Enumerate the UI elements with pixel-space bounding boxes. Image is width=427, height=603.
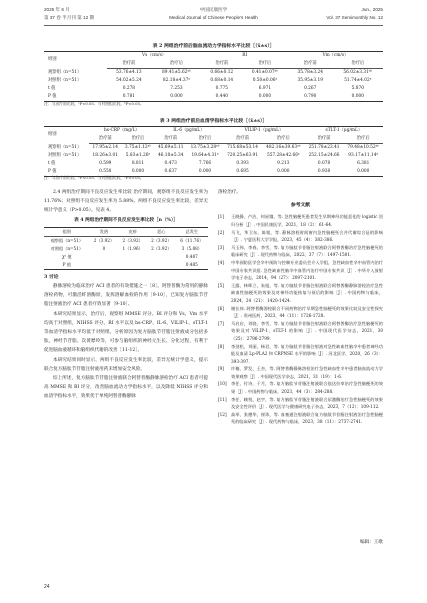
page-number: 24 bbox=[44, 584, 50, 590]
table2-subhead: 治疗后 bbox=[242, 60, 288, 69]
table3-cell: 6.381 bbox=[357, 161, 370, 166]
left-column bbox=[44, 188, 208, 402]
table3-metric: VILIP-1（pg/mL） bbox=[223, 127, 305, 136]
table3-cell: 0.393 bbox=[236, 161, 249, 166]
table3-cell: 46.18±5.34 bbox=[157, 153, 184, 158]
table3-metric: IL-6（pg/mL） bbox=[155, 127, 224, 136]
table3-metric: hs-CRP（mg/L） bbox=[89, 127, 154, 136]
table2-group-cell: t 值 bbox=[48, 86, 56, 91]
reference-text: 李劲松，刘丽，杨君，等. 复方脑肽节苷脂注射液对急性缺血性脑卒中患者神经功能及血清 Lp-PLA2 和 CRPNSE 水平的影响［J］. 河北医学，2020，26（3）：393-397. bbox=[231, 343, 383, 364]
table3-cell: 18.26±3.01 bbox=[92, 153, 118, 158]
reference-item bbox=[218, 396, 383, 411]
table4-cell: P 值 bbox=[44, 261, 90, 270]
table2-cell: 0.781 bbox=[107, 93, 152, 102]
table3-metric: sTLT-1（μg/mL） bbox=[305, 127, 383, 136]
table4-cell: 0.485 bbox=[176, 261, 208, 270]
reference-item bbox=[218, 259, 383, 282]
reference-item bbox=[218, 282, 383, 305]
header-date-en: Jun., 2025 bbox=[361, 7, 383, 12]
table4-cell: 对照组（n=51） bbox=[50, 245, 84, 251]
table2-cell: 51.74±4.02ᵃ bbox=[344, 78, 372, 83]
reference-item bbox=[218, 229, 383, 244]
table3-subhead: 治疗前 bbox=[155, 135, 187, 144]
table4-cell bbox=[90, 253, 119, 261]
reference-number: [6] bbox=[218, 305, 224, 311]
table2-row bbox=[44, 85, 383, 93]
table3-cell: 5.83±1.26ᵃ bbox=[125, 153, 151, 158]
table4-row bbox=[44, 245, 208, 253]
table3-cell: 251.78±23.41 bbox=[308, 145, 340, 150]
table3-cell: 0.078 bbox=[317, 161, 331, 166]
table2-group-cell: 观察组（n=51） bbox=[48, 69, 82, 75]
reference-text: 王露，林晖立，朱旭，等. 复方脑肽节苷脂注射液联合阿替普酶静脉溶栓治疗急性缺血性脑梗死的效果及对神经功能恢复与预后的影响［J］. 中国药物与临床，2024，24（21）：1420-1424. bbox=[231, 282, 383, 303]
table2-cell: 0.66±0.12 bbox=[210, 70, 234, 75]
table3-cell: 45.69±5.11 bbox=[157, 145, 184, 150]
table3-group-cell: P 值 bbox=[44, 168, 89, 177]
section-2-4: 2.4 两组治疗期间不良反应发生率比较 治疗期间，观察组不良反应发生率为 11.76%；对照组不良反应发生率为 5.88%。两组不良反应发生率比较，差异无统计学意义（P>0.05）。见表 4。 bbox=[44, 190, 208, 214]
table2-metric: RI bbox=[202, 52, 288, 61]
table2-cell: 0.278 bbox=[122, 86, 136, 91]
discussion-paragraph: 本研究结果同时显示，两组不良反应发生率比较，差异无统计学意义，提示联合复方脑肽节苷脂注射液用药未增加安全风险。 bbox=[44, 357, 208, 372]
table4-row bbox=[44, 261, 208, 270]
table4-cell bbox=[118, 261, 147, 270]
right-column bbox=[218, 188, 383, 426]
table3 bbox=[44, 126, 383, 177]
reference-text: 李任，赖悦，赵宇，等. 复方脑肽节苷脂注射液联合尿激酶治疗急性脑梗死的效果及安全性评价［J］. 现代医学与健康研究电子杂志，2023，7（12）：109-112. bbox=[231, 396, 383, 410]
table2-metric: Vm（cm/s） bbox=[288, 52, 383, 61]
table3-cell: 0.000 bbox=[187, 168, 223, 177]
table3-subhead: 治疗后 bbox=[343, 135, 383, 144]
table3-cell: 79.48±10.52ᵃᵇ bbox=[347, 145, 380, 150]
reference-list bbox=[218, 213, 383, 426]
discussion-paragraph: 本研究结果显示，治疗后，观察组 MMSE 评分、BI 评分和 Vs、Vm 水平均高于对照组，NIHSS 评分、RI 水平以及 hs-CRP、IL-6、VILIP-1、sTLT-1 等血清学指标水平均低于对照组。分析原因为复方脑肽节苷脂注射液成分包括多肽、神经节苷脂、次黄嘌呤等，可参与脑组织的神经元生长、分化过程，有利于促进脑血液循环和脑组织代谢的改善［11-12］。 bbox=[44, 311, 208, 354]
table2-cell: 35.78±3.24 bbox=[297, 70, 323, 75]
discussion-paragraph: 静脉溶栓为临床治疗 ACI 患者的有效措施之一［8］。阿替普酶为常用的静脉溶栓药物，可激活纤溶酶原，发挥溶解血栓的作用［9-10］，已知复方脑肽节苷脂注射液治疗 ACI 患者疗效显著［9-10］。 bbox=[44, 284, 208, 308]
table2-cell: 89.41±5.62ᵃᵇ bbox=[162, 70, 191, 75]
table3-subhead: 治疗前 bbox=[223, 135, 262, 144]
reference-number: [8] bbox=[218, 343, 224, 349]
table3-group-cell: 观察组（n=51） bbox=[48, 144, 82, 150]
table4-cell: 0 bbox=[102, 245, 106, 251]
table4-row bbox=[44, 253, 208, 261]
reference-number: [10] bbox=[218, 381, 227, 387]
table2-group-cell: P 值 bbox=[44, 93, 107, 102]
reference-text: 马玉伟，李春，李雪，等. 复方脑肽节苷脂注射液联合阿替普酶治疗急性脑梗死的临床研究［J］. 现代药物与临床，2022，37（7）：1497-1501. bbox=[231, 244, 383, 258]
reference-number: [4] bbox=[218, 259, 224, 265]
table4-header: 恶心 bbox=[147, 227, 176, 236]
table3-cell: 9.213 bbox=[277, 161, 290, 166]
reference-number: [12] bbox=[218, 411, 227, 417]
header-date: 2025 年 6 月 bbox=[44, 7, 70, 12]
table2-cell: 56.02±3.31ᵃᵇ bbox=[343, 70, 373, 75]
header-volume: 第 37 卷 半月刊 第 12 期 bbox=[44, 15, 95, 20]
table3-subhead: 治疗后 bbox=[262, 135, 305, 144]
table4-header: 发热 bbox=[90, 227, 119, 236]
table4-cell: 2（3.92） bbox=[151, 245, 172, 251]
table3-cell: 720.25±63.91 bbox=[227, 153, 259, 158]
table4-cell: 1（1.96） bbox=[122, 245, 143, 251]
discussion-paragraph: 综上所述，复方脑肽节苷脂注射液联合阿替普酶静脉溶栓治疗 ACI 患者可提高 MMSE 和 BI 评分，改善脑血流动力学指标水平，以及降低 NIHSS 评分和血清学指标水平，效果优于单纯阿替普酶静脉 bbox=[44, 376, 208, 400]
table3-cell: 0.599 bbox=[99, 161, 112, 166]
reference-item bbox=[218, 244, 383, 259]
table2-metric: Vs（cm/s） bbox=[107, 52, 202, 61]
table4-cell: 2（3.92） bbox=[122, 237, 143, 243]
table2-cell: 0.000 bbox=[333, 93, 383, 102]
section-3-title: 3 讨论 bbox=[44, 273, 59, 280]
table2-note: 注：与治疗前比较，ᵃP<0.05；与对照组比较，ᵇP<0.05。 bbox=[44, 101, 144, 106]
table4-cell: 2（3.92） bbox=[93, 237, 115, 243]
table2-cell: 0.775 bbox=[215, 86, 228, 91]
table2-cell: 0.50±0.06ᵃ bbox=[252, 78, 278, 83]
journal-title-cn: 中国民康医学 bbox=[199, 7, 228, 12]
table3-cell: 715.68±53.14 bbox=[227, 145, 259, 150]
table3-cell: 93.17±11.14ᵃ bbox=[348, 153, 379, 158]
header-volume-en: Vol. 37 Semimonthly No. 12 bbox=[326, 15, 383, 20]
table2-cell: 35.95±3.19 bbox=[297, 78, 323, 83]
table2-cell: 53.76±4.13 bbox=[116, 70, 142, 75]
table3-cell: 7.766 bbox=[198, 161, 212, 166]
reference-item bbox=[218, 343, 383, 366]
table2-cell: 0.41±0.07ᵃᵇ bbox=[251, 70, 278, 75]
reference-item bbox=[218, 305, 383, 320]
table4-cell: 0.487 bbox=[185, 253, 198, 259]
reference-number: [3] bbox=[218, 244, 224, 250]
table2-subhead: 治疗前 bbox=[107, 60, 152, 69]
table2-cell: 54.02±5.24 bbox=[116, 78, 142, 83]
reference-number: [1] bbox=[218, 214, 224, 220]
table2-cell: 0.000 bbox=[151, 93, 201, 102]
reference-text: 李任，付诗，于月，等. 复方脑肽节苷脂注射液联合依达拉奉治疗急性脑梗死的效果［J］. 中国药物与临床，2023，44（3）：284-288. bbox=[231, 381, 383, 395]
reference-text: 谢长伟. 阿替普酶溶栓联合不同药物治疗早期急性脑梗死的效果比较及安全性探究［J］. 贵州医药，2023，44（11）：1726-1728. bbox=[231, 305, 383, 319]
table2-group-cell: 对照组（n=51） bbox=[48, 78, 82, 83]
reference-text: 高举，张德华，崔玮，等. 血塞通注射液联合复方脑肽节苷脂注射液治疗急性脑梗死的临床研究［J］. 现代药物与临床，2023，38（11）：2737-2741. bbox=[231, 411, 383, 425]
table3-group-cell: t 值 bbox=[48, 161, 56, 166]
table2-cell: 0.790 bbox=[288, 93, 333, 102]
table2-subhead: 治疗后 bbox=[151, 60, 201, 69]
reference-number: [7] bbox=[218, 320, 224, 326]
reference-text: 中华预防医学会卒中预防与控制专业委员会介入学组，急性缺血性卒中血管内治疗中国专家共识组. 急性缺血性脑卒中血管内治疗中国专家共识［J］. 中华介入放射学电子杂志，2014，94（27）：2097-2101. bbox=[231, 259, 383, 281]
table4-cell bbox=[147, 253, 176, 261]
table2-cell: 0.68±0.14 bbox=[210, 78, 234, 83]
table3-cell: 0.000 bbox=[343, 168, 383, 177]
header-right bbox=[326, 6, 383, 22]
reference-text: 马启启，刘骁，李雪，等. 复方脑肽节苷脂注射液联合阿替普酶治疗急性脑梗死的效果及对 VILIP-1、sTLT-1 的影响［J］. 中国现代医学杂志，2021，30（25）：2796-2799. bbox=[231, 320, 383, 341]
table3-cell: 0.000 bbox=[121, 168, 154, 177]
reference-item bbox=[218, 365, 383, 380]
table2-cell: 5.870 bbox=[351, 86, 364, 91]
reference-item bbox=[218, 213, 383, 228]
table3-cell: 0.550 bbox=[89, 168, 121, 177]
editor-credit: 编辑：王歌 bbox=[360, 540, 383, 545]
table3-subhead: 治疗后 bbox=[121, 135, 154, 144]
table3-cell: 0.938 bbox=[305, 168, 344, 177]
reference-number: [2] bbox=[218, 229, 224, 235]
table3-cell: 252.15±24.66 bbox=[308, 153, 340, 158]
reference-text: 许楠，罗发，王杏，等. 阿替普酶静脉溶栓治疗急性缺血性卒中患者脑血流动力学效果观察［J］. 中国现代医学杂志，2021，31（19）：1-6. bbox=[231, 366, 383, 379]
table2-subhead: 治疗前 bbox=[288, 60, 333, 69]
reference-item bbox=[218, 411, 383, 426]
table3-cell: 0.637 bbox=[155, 168, 187, 177]
table3-group-header: 组别 bbox=[44, 127, 89, 144]
table3-cell: 0.473 bbox=[164, 161, 177, 166]
table2-cell: 0.440 bbox=[202, 93, 242, 102]
header-rule bbox=[44, 25, 383, 26]
table4-caption: 表 4 两组治疗期间不良反应发生率比较［n（%）］ bbox=[74, 217, 178, 223]
table4 bbox=[44, 227, 208, 270]
table4-cell: χ² 值 bbox=[61, 253, 72, 259]
table2-cell: 6.971 bbox=[258, 86, 272, 91]
table3-row bbox=[44, 144, 383, 153]
reference-item bbox=[218, 380, 383, 395]
table4-header: 总发生 bbox=[176, 227, 208, 236]
table4-cell: 6（11.76） bbox=[180, 237, 204, 243]
table3-cell: 17.95±2.14 bbox=[92, 145, 118, 150]
table2 bbox=[44, 51, 383, 102]
table3-cell: 13.75±3.28ᵃᵇ bbox=[190, 145, 220, 150]
table4-cell: 3（5.88） bbox=[181, 245, 202, 251]
table3-cell: 3.75±1.12ᵃᵇ bbox=[124, 145, 152, 150]
table3-cell: 557.28±42.66ᵃ bbox=[267, 153, 300, 158]
table3-caption: 表 3 两组治疗前后血清学指标水平比较［（x̄±s）］ bbox=[159, 118, 268, 124]
table3-note: 注：与治疗前比较，ᵃP<0.05；与对照组比较，ᵇP<0.05。 bbox=[44, 175, 144, 180]
table3-cell: 0.695 bbox=[223, 168, 262, 177]
table3-cell: 482.16±39.63ᵃᵇ bbox=[266, 145, 301, 150]
reference-number: [5] bbox=[218, 282, 224, 288]
reference-number: [11] bbox=[218, 396, 227, 402]
table3-cell: 8.811 bbox=[131, 161, 145, 166]
table2-subhead: 治疗前 bbox=[202, 60, 242, 69]
discussion-continuation: 溶栓治疗。 bbox=[218, 190, 241, 195]
table4-row bbox=[44, 236, 208, 245]
table4-cell bbox=[90, 261, 119, 270]
table3-row bbox=[44, 152, 383, 160]
references-title: 参考文献 bbox=[290, 202, 311, 209]
table3-row bbox=[44, 160, 383, 168]
table2-cell: 0.267 bbox=[304, 86, 317, 91]
table3-group-cell: 对照组（n=51） bbox=[48, 153, 82, 158]
table3-cell: 0.000 bbox=[262, 168, 305, 177]
table2-cell: 82.18±4.37ᵃ bbox=[162, 78, 191, 83]
table4-cell bbox=[147, 261, 176, 270]
reference-text: 王晓静，卢洁，何星娥，等. 急性脑梗死患者发生早期神经功能恶化的 logistic 回归分析［J］. 中国民康医学，2021，18（2）：61-64. bbox=[231, 214, 383, 227]
table2-caption: 表 2 两组治疗前后脑血流动力学指标水平比较［（x̄±s）］ bbox=[152, 43, 275, 49]
table2-cell: 0.000 bbox=[242, 93, 288, 102]
journal-title-en: Medical Journal of Chinese People's Health bbox=[169, 15, 258, 20]
reference-number: [9] bbox=[218, 366, 224, 372]
table2-row bbox=[44, 77, 383, 85]
table4-cell: 观察组（n=51） bbox=[50, 237, 84, 243]
table4-header: 皮疹 bbox=[118, 227, 147, 236]
table2-group-header: 组别 bbox=[44, 52, 107, 69]
reference-item bbox=[218, 320, 383, 343]
table2-row bbox=[44, 69, 383, 78]
table3-subhead: 治疗前 bbox=[305, 135, 344, 144]
table4-cell: 2（3.92） bbox=[151, 237, 172, 243]
table3-subhead: 治疗前 bbox=[89, 135, 121, 144]
table2-subhead: 治疗后 bbox=[333, 60, 383, 69]
table4-cell bbox=[118, 253, 147, 261]
table4-header: 组别 bbox=[44, 227, 90, 236]
table3-cell: 19.64±4.31ᵃ bbox=[191, 153, 219, 158]
table2-cell: 7.253 bbox=[170, 86, 183, 91]
reference-text: 马飞，华卫东，陈韬，等. 静脉溶栓时间窗内急性脑梗死合并代谢综合征的影响［J］. 宁夏医科大学学报，2023，45（4）：382-386. bbox=[231, 229, 383, 243]
table3-subhead: 治疗后 bbox=[187, 135, 223, 144]
journal-header bbox=[44, 6, 383, 28]
